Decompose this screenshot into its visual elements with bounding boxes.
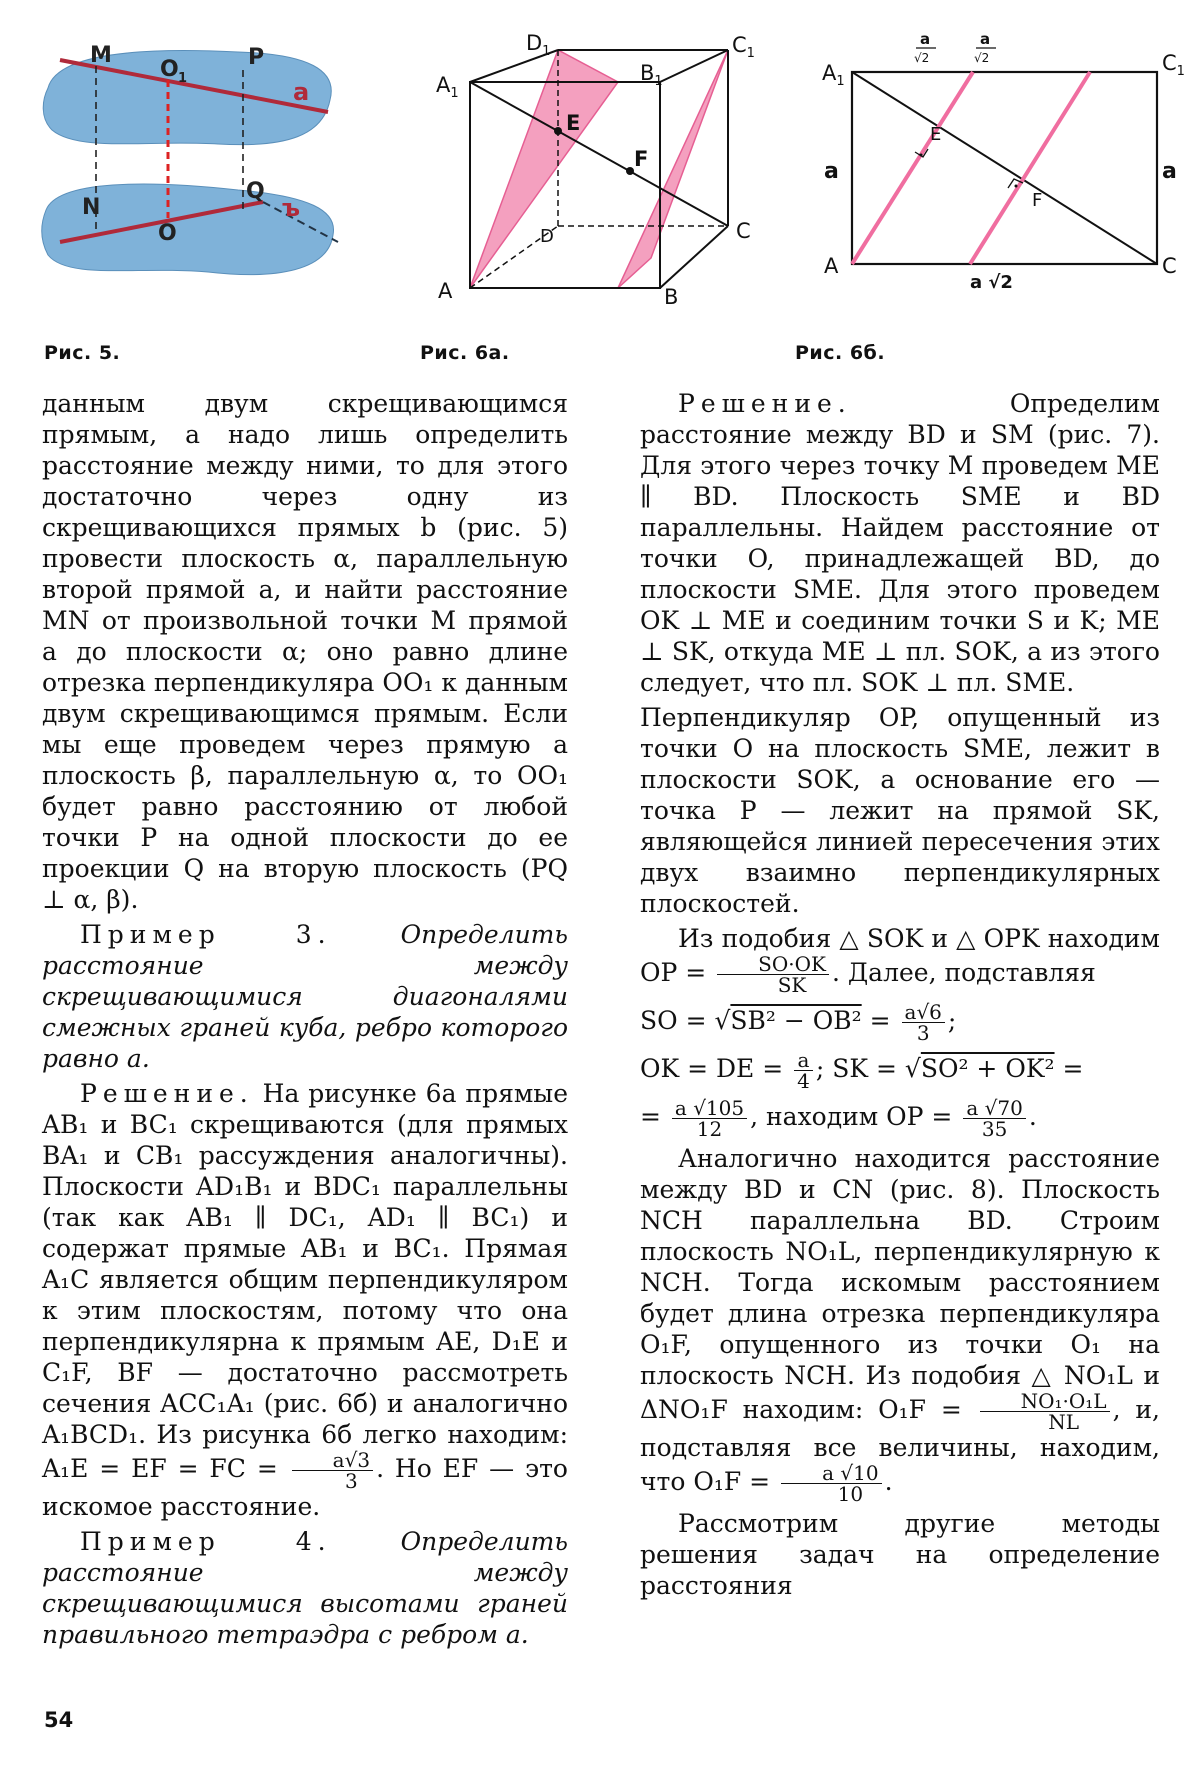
frac-a-root3-over-3: $\frac{a√3}{3}$ bbox=[292, 1450, 373, 1491]
label-top-a2: a bbox=[980, 30, 991, 48]
right-solution-head: Решение. bbox=[678, 389, 852, 418]
label-a: a bbox=[293, 78, 310, 106]
label-O1: O bbox=[160, 57, 179, 82]
label-top-a1: a bbox=[920, 30, 931, 48]
left-paragraph-1: данным двум скрещивающимся прямым, а надо лишь определить расстояние между ними, то для этого достаточно через одну из скрещивающихся прямых b (рис. 5) провести плоскость α, параллельную второй прямой a, и найти расстояние MN от произвольной точки M прямой a до плоскости α; оно равно длине отрезка перпендикуляра OO₁ к данным двум скрещивающимся прямым. Если мы еще проведем через прямую a плоскость β, параллельную α, то OO₁ будет равно расстоянию от любой точки P на одной плоскости до ее проекции Q на вторую плоскость (PQ ⊥ α, β). bbox=[42, 389, 568, 914]
caption-fig6b: Рис. 6б. bbox=[795, 342, 886, 364]
caption-fig5: Рис. 5. bbox=[44, 342, 121, 364]
line-ab1-section bbox=[852, 72, 973, 264]
label-A1: $A_1$ bbox=[436, 73, 459, 101]
label-F: F bbox=[1032, 190, 1043, 211]
frac-a-root105-over-12: $\frac{a √105}{12}$ bbox=[672, 1098, 747, 1139]
example-3-text: Определить расстояние между скрещивающимися диагоналями смежных граней куба, ребро которого равно a. bbox=[42, 920, 568, 1073]
label-left-a: a bbox=[824, 159, 839, 184]
label-b: ъ bbox=[282, 194, 301, 222]
frac-a-root70-over-35: $\frac{a √70}{35}$ bbox=[963, 1098, 1025, 1139]
label-E: E bbox=[930, 124, 942, 145]
label-F: F bbox=[634, 147, 649, 171]
label-O1-sub: 1 bbox=[178, 71, 188, 86]
label-C1: $C_1$ bbox=[732, 33, 755, 61]
section-ad1b1 bbox=[470, 50, 618, 288]
formula-op: = $\frac{a √105}{12}$ , находим OP = $\frac{a √70}{35}$ . bbox=[640, 1096, 1037, 1141]
example-4-text: Определить расстояние между скрещивающимися высотами граней правильного тетраэдра с ребром a. bbox=[42, 1527, 568, 1649]
example-3-head: Пример 3. bbox=[80, 920, 332, 949]
left-solution-head: Решение. bbox=[80, 1079, 254, 1108]
formula-so: SO = √SB² − OB² = $\frac{a√6}{3}$ ; bbox=[640, 1000, 957, 1045]
right-paragraph-3: Из подобия △ SOK и △ OPK находим OP = $\frac{SO\cdot OK}{SK}$ . Далее, подставляя bbox=[640, 924, 1160, 997]
label-B1: $B_1$ bbox=[640, 61, 663, 89]
right-paragraph-2: Перпендикуляр OP, опущенный из точки O на плоскость SME, лежит в плоскости SOK, а основание его — точка P — лежит на прямой SK, являющейся линией пересечения этих двух взаимно перпендикулярных плоскостей. bbox=[640, 703, 1160, 918]
right-paragraph-5: Рассмотрим другие методы решения задач на определение расстояния bbox=[640, 1509, 1160, 1600]
label-C1: $C_1$ bbox=[1162, 51, 1185, 79]
frac-a-root6-over-3: $\frac{a√6}{3}$ bbox=[902, 1002, 945, 1043]
page-number: 54 bbox=[44, 1708, 74, 1732]
label-Q: Q bbox=[246, 179, 265, 204]
frac-so-ok-over-sk: $\frac{SO\cdot OK}{SK}$ bbox=[717, 954, 829, 995]
label-C: C bbox=[1162, 254, 1177, 278]
label-top-den2: √2 bbox=[974, 51, 990, 65]
label-M: M bbox=[90, 43, 112, 68]
label-D: D bbox=[540, 226, 554, 247]
caption-fig6a: Рис. 6а. bbox=[420, 342, 510, 364]
figure-6a bbox=[428, 30, 768, 310]
figure-5 bbox=[38, 40, 348, 300]
frac-a-root10-over-10: $\frac{a √10}{10}$ bbox=[781, 1463, 881, 1504]
label-A: A bbox=[824, 254, 839, 278]
right-column bbox=[640, 388, 1160, 1605]
example-4 bbox=[42, 1526, 568, 1650]
example-3 bbox=[42, 919, 568, 1074]
label-B: B bbox=[664, 285, 679, 309]
label-bottom: a √2 bbox=[970, 272, 1013, 293]
frac-a-over-4: $\frac{a}{4}$ bbox=[794, 1050, 813, 1091]
example-4-head: Пример 4. bbox=[80, 1527, 332, 1556]
label-A1: $A_1$ bbox=[822, 61, 845, 89]
label-E: E bbox=[566, 111, 581, 135]
label-top-den1: √2 bbox=[914, 51, 930, 65]
left-column bbox=[42, 388, 568, 1654]
left-solution: Решение. На рисунке 6а прямые AB₁ и BC₁ скрещиваются (для прямых BA₁ и CB₁ рассуждения аналогичны). Плоскости AD₁B₁ и BDC₁ параллельны (так как AB₁ ∥ DC₁, AD₁ ∥ BC₁) и содержат прямые AB₁ и BC₁. Прямая A₁C является общим перпендикуляром к этим плоскостям, потому что она перпендикулярна к прямым AE, D₁E и C₁F, BF — достаточно рассмотреть сечения ACC₁A₁ (рис. 6б) и аналогично A₁BCD₁. Из рисунка 6б легко находим: A₁E = EF = FC = $\frac{a√3}{3}$ . Но EF — это искомое расстояние. bbox=[42, 1079, 568, 1521]
label-O: O bbox=[158, 221, 177, 246]
label-right-a: a bbox=[1162, 159, 1177, 184]
right-solution: Решение. Определим расстояние между BD и SM (рис. 7). Для этого через точку M проведем ME ∥ BD. Плоскость SME и BD параллельны. Найдем расстояние от точки O, принадлежащей BD, до плоскости SME. Для этого проведем OK ⊥ ME и соединим точки S и K; ME ⊥ SK, откуда ME ⊥ пл. SOK, а из этого следует, что пл. SOK ⊥ пл. SME. bbox=[640, 389, 1160, 697]
frac-no1-o1l-over-nl: $\frac{\text{NO₁·O₁L}}{NL}$ bbox=[980, 1391, 1110, 1432]
formula-ok-sk: OK = DE = $\frac{a}{4}$ ; SK = √SO² + OK² = bbox=[640, 1048, 1084, 1093]
figure-6b bbox=[820, 30, 1185, 300]
line-bc1-section bbox=[970, 72, 1090, 264]
label-D1: $D_1$ bbox=[526, 31, 551, 59]
right-paragraph-4: Аналогично находится расстояние между BD и CN (рис. 8). Плоскость NCH параллельна BD. Строим плоскость NO₁L, перпендикулярную к NCH. Тогда искомым расстоянием будет длина отрезка перпендикуляра O₁F, опущенного из точки O₁ на плоскость NCH. Из подобия △ NO₁L и ΔNO₁F находим: O₁F = $\frac{\text{NO₁·O₁L}}{NL}$ , и, подставляя все величины, находим, что O₁F = $\frac{a √10}{10}$ . bbox=[640, 1144, 1160, 1506]
label-P: P bbox=[248, 45, 265, 70]
label-A: A bbox=[438, 279, 453, 303]
label-C: C bbox=[736, 219, 751, 243]
label-N: N bbox=[82, 195, 101, 220]
